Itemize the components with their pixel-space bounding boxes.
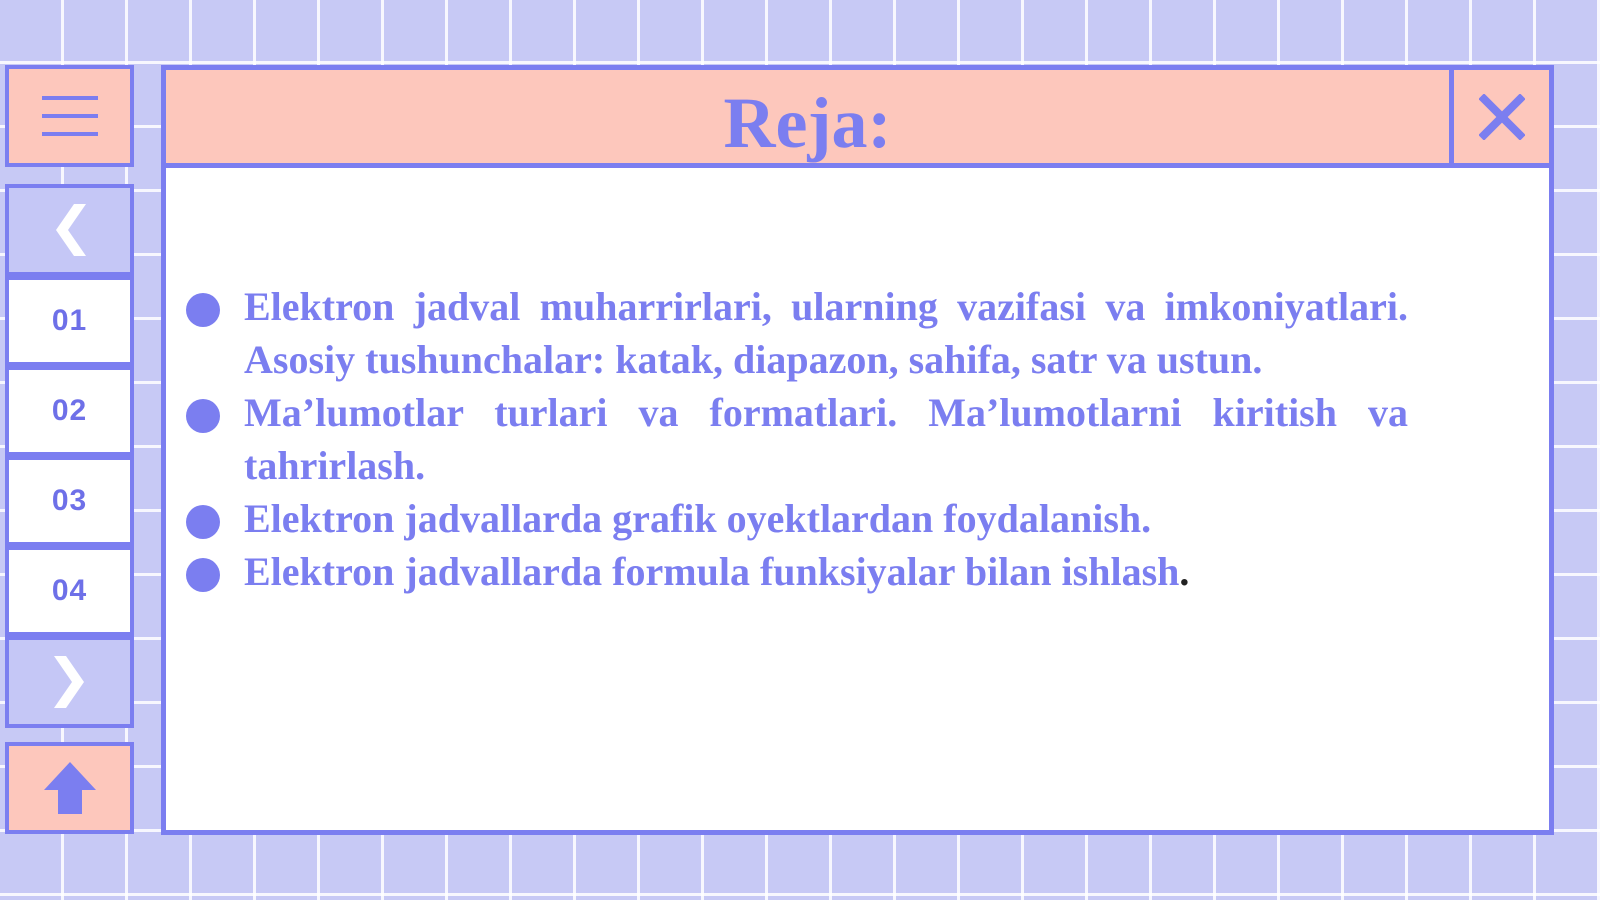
sidebar-item-03[interactable]	[5, 456, 134, 546]
chevron-right-icon	[52, 654, 88, 710]
sidebar-item-02[interactable]	[5, 366, 134, 456]
sidebar-item-04[interactable]	[5, 546, 134, 636]
list-item	[186, 280, 1408, 386]
outline-list	[186, 280, 1408, 598]
sidebar-item-label: 01	[51, 304, 88, 337]
scroll-up-button[interactable]	[5, 742, 134, 834]
page-title: Reja:	[723, 83, 892, 163]
menu-button[interactable]	[5, 65, 134, 167]
next-button[interactable]	[5, 636, 134, 728]
list-item	[186, 492, 1408, 545]
list-item-text: Ma’lumotlar turlari va formatlari. Ma’lumotlarni kiritish va tahrirlash.	[244, 390, 1408, 488]
close-x-icon	[1479, 94, 1525, 140]
hamburger-menu-icon	[42, 94, 98, 138]
window-title-bar	[166, 70, 1454, 168]
list-item-text: Elektron jadvallarda formula funksiyalar bilan ishlash	[244, 549, 1180, 594]
sidebar-item-label: 03	[51, 484, 88, 517]
sidebar-item-01[interactable]	[5, 276, 134, 366]
sidebar-item-label: 04	[51, 574, 88, 607]
prev-button[interactable]	[5, 184, 134, 276]
list-item	[186, 386, 1408, 492]
arrow-up-icon	[42, 760, 98, 816]
chevron-left-icon	[52, 202, 88, 258]
sidebar-item-label: 02	[51, 394, 88, 427]
list-item-text: Elektron jadvallarda grafik oyektlardan foydalanish.	[244, 496, 1152, 541]
list-item-text: Elektron jadval muharrirlari, ularning vazifasi va imkoniyatlari. Asosiy tushunchalar: katak, diapazon, sahifa, satr va ustun.	[244, 284, 1408, 382]
list-item-trailing-period: .	[1179, 549, 1190, 594]
list-item	[186, 545, 1408, 598]
close-button[interactable]	[1454, 70, 1549, 168]
content-window	[161, 65, 1554, 835]
